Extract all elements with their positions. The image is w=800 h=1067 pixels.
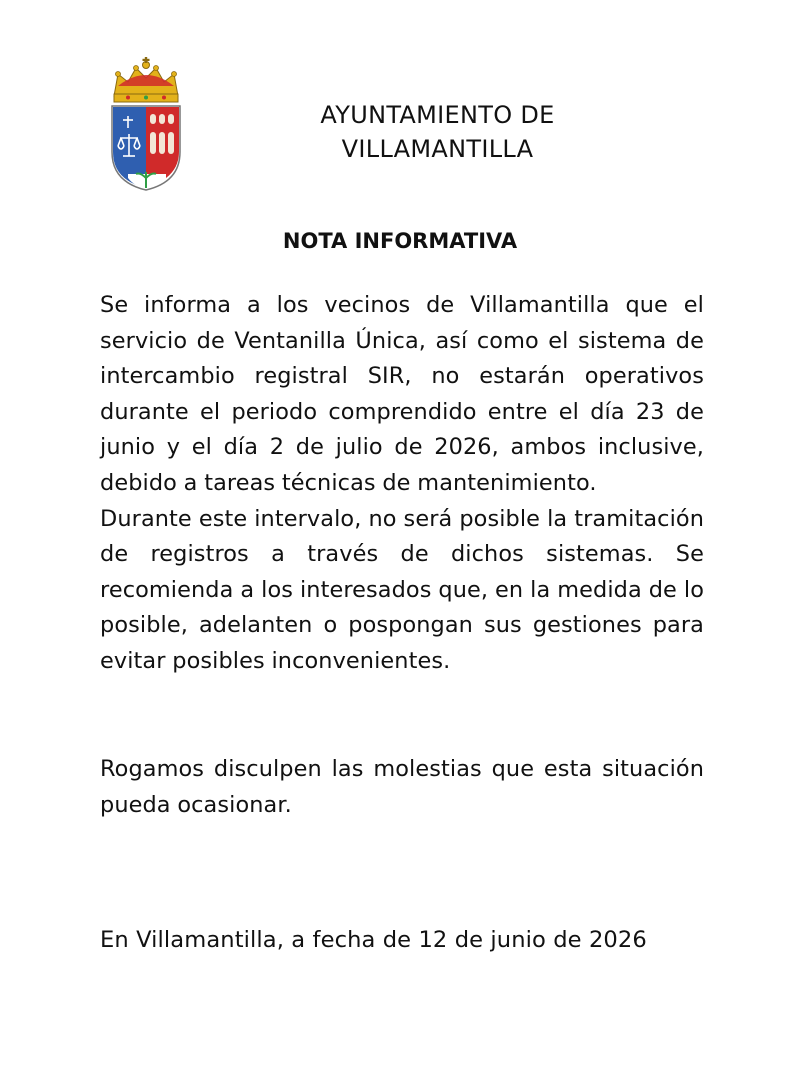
organization-name: [250, 98, 625, 166]
notice-paragraph-2: Durante este intervalo, no será posible la tramitación de registros a través de dichos sistemas. Se recomienda a los interesados que, en la medida de lo posible, adelanten o pospongan sus gestiones para evitar posibles inconvenientes.: [100, 505, 704, 674]
notice-body: [100, 288, 704, 680]
place-date-line: En Villamantilla, a fecha de 12 de junio de 2026: [100, 927, 647, 953]
organization-name-line-1: AYUNTAMIENTO DE: [320, 101, 555, 129]
notice-paragraph-1: Se informa a los vecinos de Villamantilla que el servicio de Ventanilla Única, así como el sistema de intercambio registral SIR, no estarán operativos durante el periodo comprendido entre el día 23 de junio y el día 2 de julio de 2026, ambos inclusive, debido a tareas técnicas de mantenimiento.: [100, 292, 704, 496]
letterhead: [100, 52, 710, 202]
notice-title: NOTA INFORMATIVA: [282, 229, 518, 253]
notice-closing: Rogamos disculpen las molestias que esta situación pueda ocasionar.: [100, 756, 704, 818]
organization-name-line-2: VILLAMANTILLA: [341, 135, 534, 163]
coat-of-arms-icon: [108, 56, 184, 192]
